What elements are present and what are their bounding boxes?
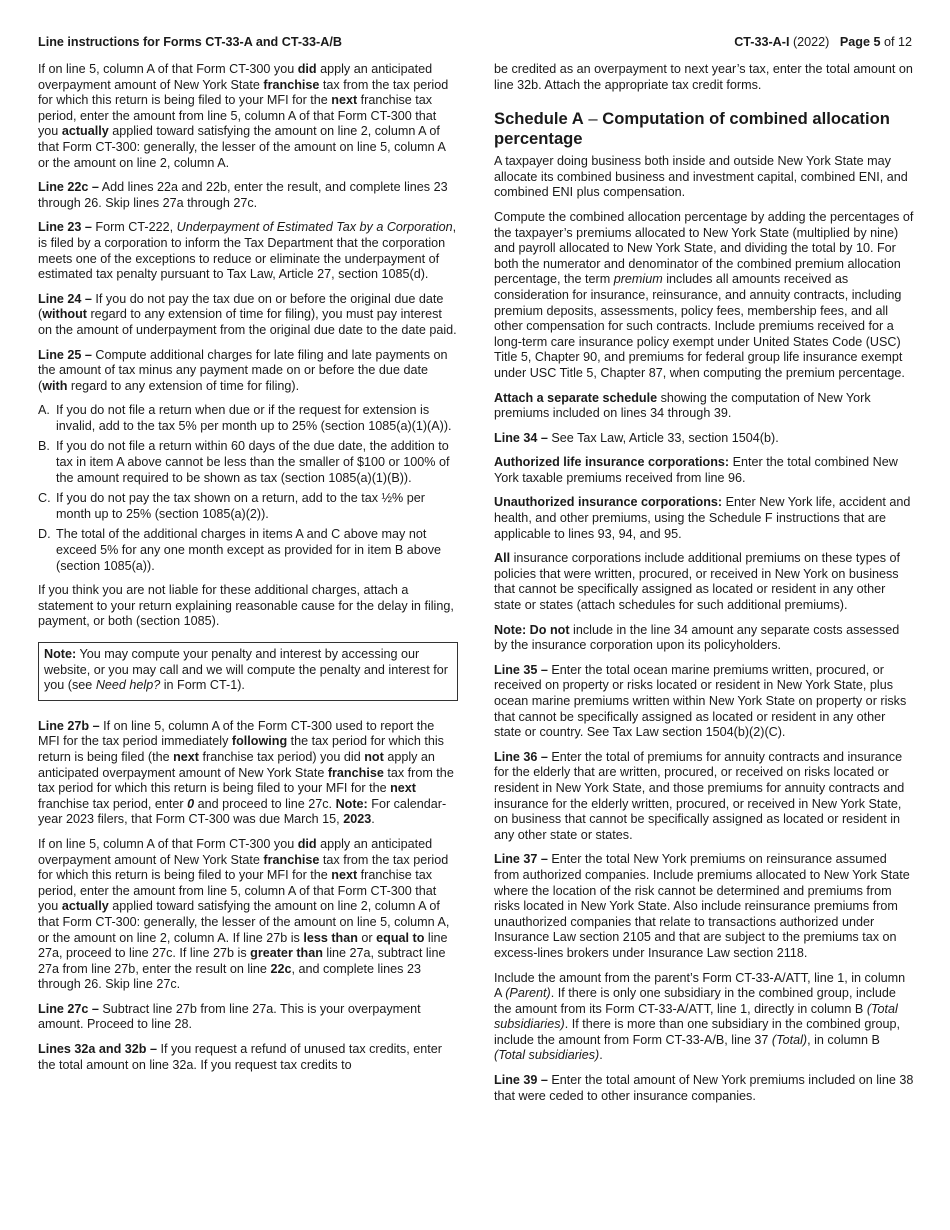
paragraph-taxpayer: A taxpayer doing business both inside and outside New York State may allocate its combined business and investment capital, combined ENI, and combined ENI plus compensation. bbox=[494, 154, 908, 200]
header-form-info bbox=[734, 35, 912, 49]
paragraph-line5-did-apply: If on line 5, column A of that Form CT-300 you did apply an anticipated overpayment amount of New York State franchise tax from the tax period for which this return is being filed to your MFI for the next franchise tax period, enter the amount from line 5, column A of that Form CT-300 that you actually applied toward satisfying the amount on line 2, column A of that Form CT-300: generally, the lesser of the amount on line 5, column A or the amount on line 2, column A. bbox=[38, 62, 449, 170]
page-of: of 12 bbox=[883, 35, 912, 49]
page-label: Page 5 bbox=[839, 35, 881, 49]
paragraph-not-liable: If you think you are not liable for these additional charges, attach a statement to your return explaining reasonable cause for the delay in filing, payment, or both (section 1085). bbox=[38, 583, 454, 629]
line-22c-instruction: Line 22c – Add lines 22a and 22b, enter the result, and complete lines 23 through 26. Skip lines 27a through 27c. bbox=[38, 180, 448, 210]
form-id: CT-33-A-I bbox=[734, 35, 790, 49]
left-column bbox=[38, 62, 458, 1082]
line-36-instruction: Line 36 – Enter the total of premiums for annuity contracts and insurance for the elderly that are written, procured, or received on risks located or resident in New York State, and those premiums for annuity contracts and insurance for the elderly written, procured, or received in New York State, on business that cannot be specifically assigned as located or resident in any other state or states. bbox=[494, 749, 905, 842]
paragraph-attach-schedule: Attach a separate schedule showing the computation of New York premiums included on lines 34 through 39. bbox=[494, 390, 871, 421]
line-24-instruction: Line 24 – If you do not pay the tax due on or before the original due date (without regard to any extension of time for filing), you must pay interest on the amount of underpayment from the original due date to the date paid. bbox=[38, 291, 457, 337]
line-27c-instruction: Line 27c – Subtract line 27b from line 27a. This is your overpayment amount. Proceed to line 28. bbox=[38, 1001, 421, 1032]
line-37-instruction: Line 37 – Enter the total New York premiums on reinsurance assumed from authorized companies. Include premiums allocated to New York State where the location of the risk cannot be determined and premiums from risks located in New York State. Also include reinsurance premiums from unauthorized companies that relate to transactions authorized under Insurance Law section 2105 and that are subject to the premiums tax on excess-lines brokers under Insurance Law section 2118. bbox=[494, 852, 910, 960]
list-item: C. If you do not pay the tax shown on a return, add to the tax ½% per month up to 25% (section 1085(a)(2)). bbox=[38, 491, 425, 521]
penalty-note-box: Note: You may compute your penalty and interest by accessing our website, or you may call and we will compute the penalty and interest for you (see Need help? in Form CT-1). bbox=[38, 642, 458, 701]
line-25-instruction: Line 25 – Compute additional charges for late filing and late payments on the amount of tax minus any payment made on or before the due date (with regard to any extension of time for filing). bbox=[38, 347, 448, 393]
page-header bbox=[38, 35, 912, 49]
form-year: (2022) bbox=[792, 35, 830, 49]
paragraph-unauthorized: Unauthorized insurance corporations: Enter New York life, accident and health, and other premiums, using the Schedule F instructions that are applicable to lines 93, 94, and 95. bbox=[494, 495, 911, 541]
paragraph-all-insurance: All insurance corporations include additional premiums on these types of policies that were written, procured, or received in New York on business that cannot be specifically assigned as located or resident in any other state or states (attach schedules for such additional premiums). bbox=[494, 551, 901, 613]
paragraph-note-do-not: Note: Do not include in the line 34 amount any separate costs assessed by the insurance corporation upon its policyholders. bbox=[494, 622, 900, 653]
line-34-instruction: Line 34 – See Tax Law, Article 33, section 1504(b). bbox=[494, 430, 779, 445]
schedule-a-heading: Schedule A – Computation of combined allocation percentage bbox=[494, 109, 890, 148]
paragraph-line5-did-apply-2: If on line 5, column A of that Form CT-300 you did apply an anticipated overpayment amount of New York State franchise tax from the tax period for which this return is being filed to your MFI for the next franchise tax period, enter the amount from line 5, column A of that Form CT-300 that you actually applied toward satisfying the amount on line 2, column A of that Form CT-300: generally, the lesser of the amount on line 5, column A, or the amount on line 2, column A. If line 27b is less than or equal to line 27a, proceed to line 27c. If line 27b is greater than line 27a, subtract line 27a from line 27b, enter the result on line 22c, and complete lines 23 through 26. Skip line 27c. bbox=[38, 836, 450, 992]
line-39-instruction: Line 39 – Enter the total amount of New York premiums included on line 38 that were ceded to other insurance companies. bbox=[494, 1073, 914, 1103]
list-item: B. If you do not file a return within 60 days of the due date, the addition to tax in item A above cannot be less than the smaller of $100 or 100% of the amount required to be shown as tax (section 1085(a)(1)(B)). bbox=[38, 439, 450, 485]
line-27b-instruction: Line 27b – If on line 5, column A of the Form CT-300 used to report the MFI for the tax period immediately following the tax period for which this return is being filed (the next franchise tax period) you did not apply an anticipated overpayment amount of New York State franchise tax from the tax period for which this return is being filed to your MFI for the next franchise tax period, enter 0 and proceed to line 27c. Note: For calendar-year 2023 filers, that Form CT-300 was due March 15, 2023. bbox=[38, 718, 454, 827]
list-item: A. If you do not file a return when due or if the request for extension is invalid, add to the tax 5% per month up to 25% (section 1085(a)(1)(A)). bbox=[38, 403, 452, 433]
line-23-instruction: Line 23 – Form CT-222, Underpayment of Estimated Tax by a Corporation, is filed by a corporation to inform the Tax Department that the corporation meets one of the exceptions to reduce or eliminate the underpayment of estimated tax penalty pursuant to Tax Law, Article 27, section 1085(d). bbox=[38, 220, 457, 282]
right-column bbox=[494, 62, 914, 1113]
lines-32a-32b-instruction: Lines 32a and 32b – If you request a refund of unused tax credits, enter the total amount on line 32a. If you request tax credits to bbox=[38, 1042, 442, 1072]
paragraph-authorized: Authorized life insurance corporations: Enter the total combined New York taxable premiums received from line 96. bbox=[494, 455, 898, 485]
line-35-instruction: Line 35 – Enter the total ocean marine premiums written, procured, or received on property or risks located or resident in New York State, plus ocean marine premiums written within New York State on property or risks that cannot be specifically assigned as located or resident in any other state or country. See Tax Law section 1504(b)(2)(C). bbox=[494, 662, 907, 740]
paragraph-include-amount: Include the amount from the parent’s Form CT-33-A/ATT, line 1, in column A (Parent). If there is only one subsidiary in the combined group, include the amount from its Form CT-33-A/ATT, line 1, directly in column B (Total subsidiaries). If there is more than one subsidiary in the combined group, include the amount from Form CT-33-A/B, line 37 (Total), in column B (Total subsidiaries). bbox=[494, 970, 906, 1063]
list-item: D. The total of the additional charges in items A and C above may not exceed 5% for any one month except as provided for in item B above (section 1085(a)). bbox=[38, 527, 442, 573]
header-title: Line instructions for Forms CT-33-A and CT-33-A/B bbox=[38, 35, 342, 49]
paragraph-compute: Compute the combined allocation percentage by adding the percentages of the taxpayer’s premiums allocated to New York State (multiplied by nine) and payroll allocated to New York State, and dividing the total by 10. For both the numerator and denominator of the combined premium allocation percentage, the term premium includes all amounts received as consideration for insurance, reinsurance, and annuity contracts, including premium deposits, assessments, policy fees, membership fees, and all other compensation for such contracts. Include premiums received for a long-term care insurance policy exempt under United States Code (USC) Title 5, Chapter 90, and premiums for federal group life insurance exempt under USC Title 5, Chapter 87, when computing the premium percentage. bbox=[494, 209, 914, 380]
additional-charges-list bbox=[38, 403, 458, 574]
paragraph-continued: be credited as an overpayment to next year’s tax, enter the total amount on line 32b. Attach the appropriate tax credit forms. bbox=[494, 62, 913, 92]
